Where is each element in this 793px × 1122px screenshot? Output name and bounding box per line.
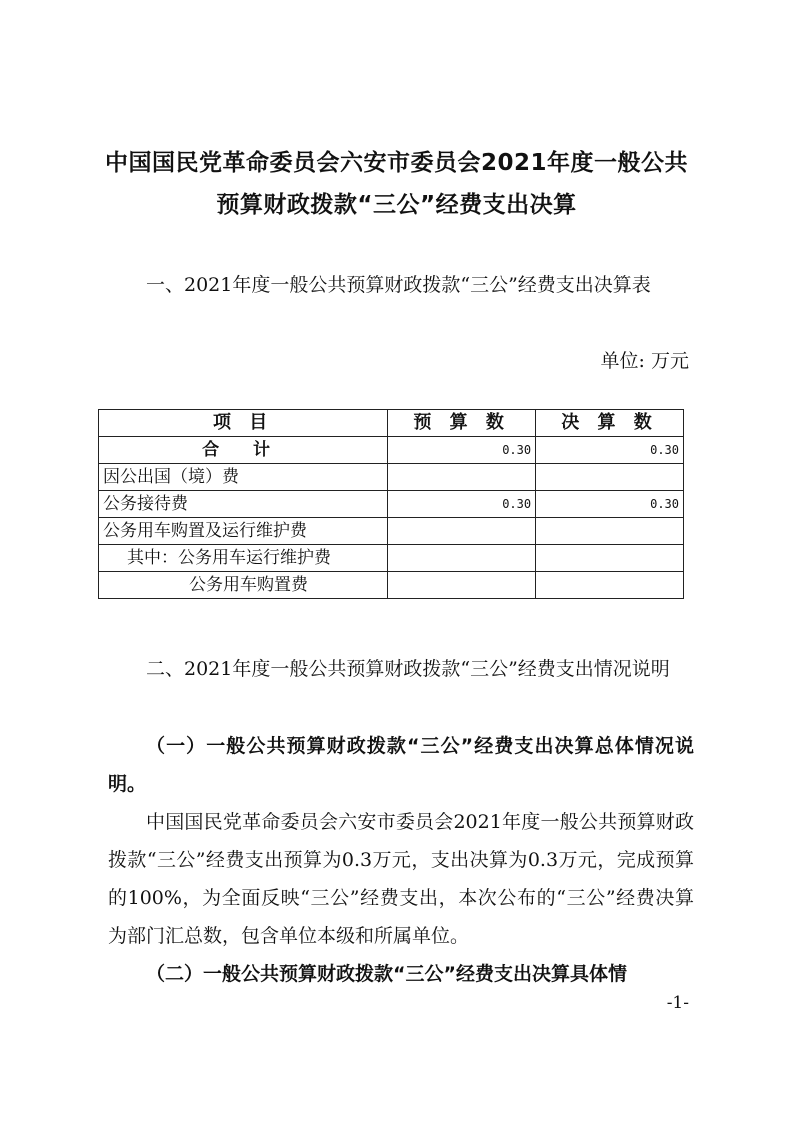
expense-table <box>98 409 684 599</box>
table-header-row <box>99 410 684 437</box>
row-reception-budget: 0.30 <box>388 491 536 518</box>
unit-label: 单位: 万元 <box>600 350 689 372</box>
document-title-line-1: 中国国民党革命委员会六安市委员会2021年度一般公共 <box>104 150 688 176</box>
row-vehicle-final <box>536 518 684 545</box>
table-row <box>99 464 684 491</box>
row-total-final: 0.30 <box>536 437 684 464</box>
row-vehicle-budget <box>388 518 536 545</box>
row-vehicle-label: 公务用车购置及运行维护费 <box>99 518 388 545</box>
row-total-budget: 0.30 <box>388 437 536 464</box>
section-1-heading: 一、2021年度一般公共预算财政拨款“三公”经费支出决算表 <box>146 274 651 296</box>
header-item: 项 目 <box>99 410 388 437</box>
subsection-1-body: 中国国民党革命委员会六安市委员会2021年度一般公共预算财政拨款“三公”经费支出预算为0.3万元，支出决算为0.3万元，完成预算的100%，为全面反映“三公”经费支出，本次公布的“三公”经费决算为部门汇总数，包含单位本级和所属单位。 <box>108 811 694 947</box>
row-overseas-label: 因公出国（境）费 <box>99 464 388 491</box>
row-total-label: 合 计 <box>99 437 388 464</box>
row-vehicle-maintenance-budget <box>388 545 536 572</box>
document-title-line-2: 预算财政拨款“三公”经费支出决算 <box>216 192 577 218</box>
table-row <box>99 491 684 518</box>
header-final: 决 算 数 <box>536 410 684 437</box>
page-number: -1- <box>666 993 689 1013</box>
row-overseas-budget <box>388 464 536 491</box>
header-budget: 预 算 数 <box>388 410 536 437</box>
row-vehicle-maintenance-final <box>536 545 684 572</box>
row-vehicle-purchase-final <box>536 572 684 599</box>
row-reception-label: 公务接待费 <box>99 491 388 518</box>
row-vehicle-purchase-budget <box>388 572 536 599</box>
row-vehicle-maintenance-label: 其中：公务用车运行维护费 <box>99 545 388 572</box>
table-row <box>99 572 684 599</box>
table-row <box>99 518 684 545</box>
table-row <box>99 545 684 572</box>
subsection-2-heading: （二）一般公共预算财政拨款“三公”经费支出决算具体情 <box>146 963 627 985</box>
row-reception-final: 0.30 <box>536 491 684 518</box>
section-2-heading: 二、2021年度一般公共预算财政拨款“三公”经费支出情况说明 <box>146 658 670 680</box>
subsection-1-heading: （一）一般公共预算财政拨款“三公”经费支出决算总体情况说明。 <box>108 735 694 795</box>
table-row <box>99 437 684 464</box>
row-overseas-final <box>536 464 684 491</box>
row-vehicle-purchase-label: 公务用车购置费 <box>99 572 388 599</box>
